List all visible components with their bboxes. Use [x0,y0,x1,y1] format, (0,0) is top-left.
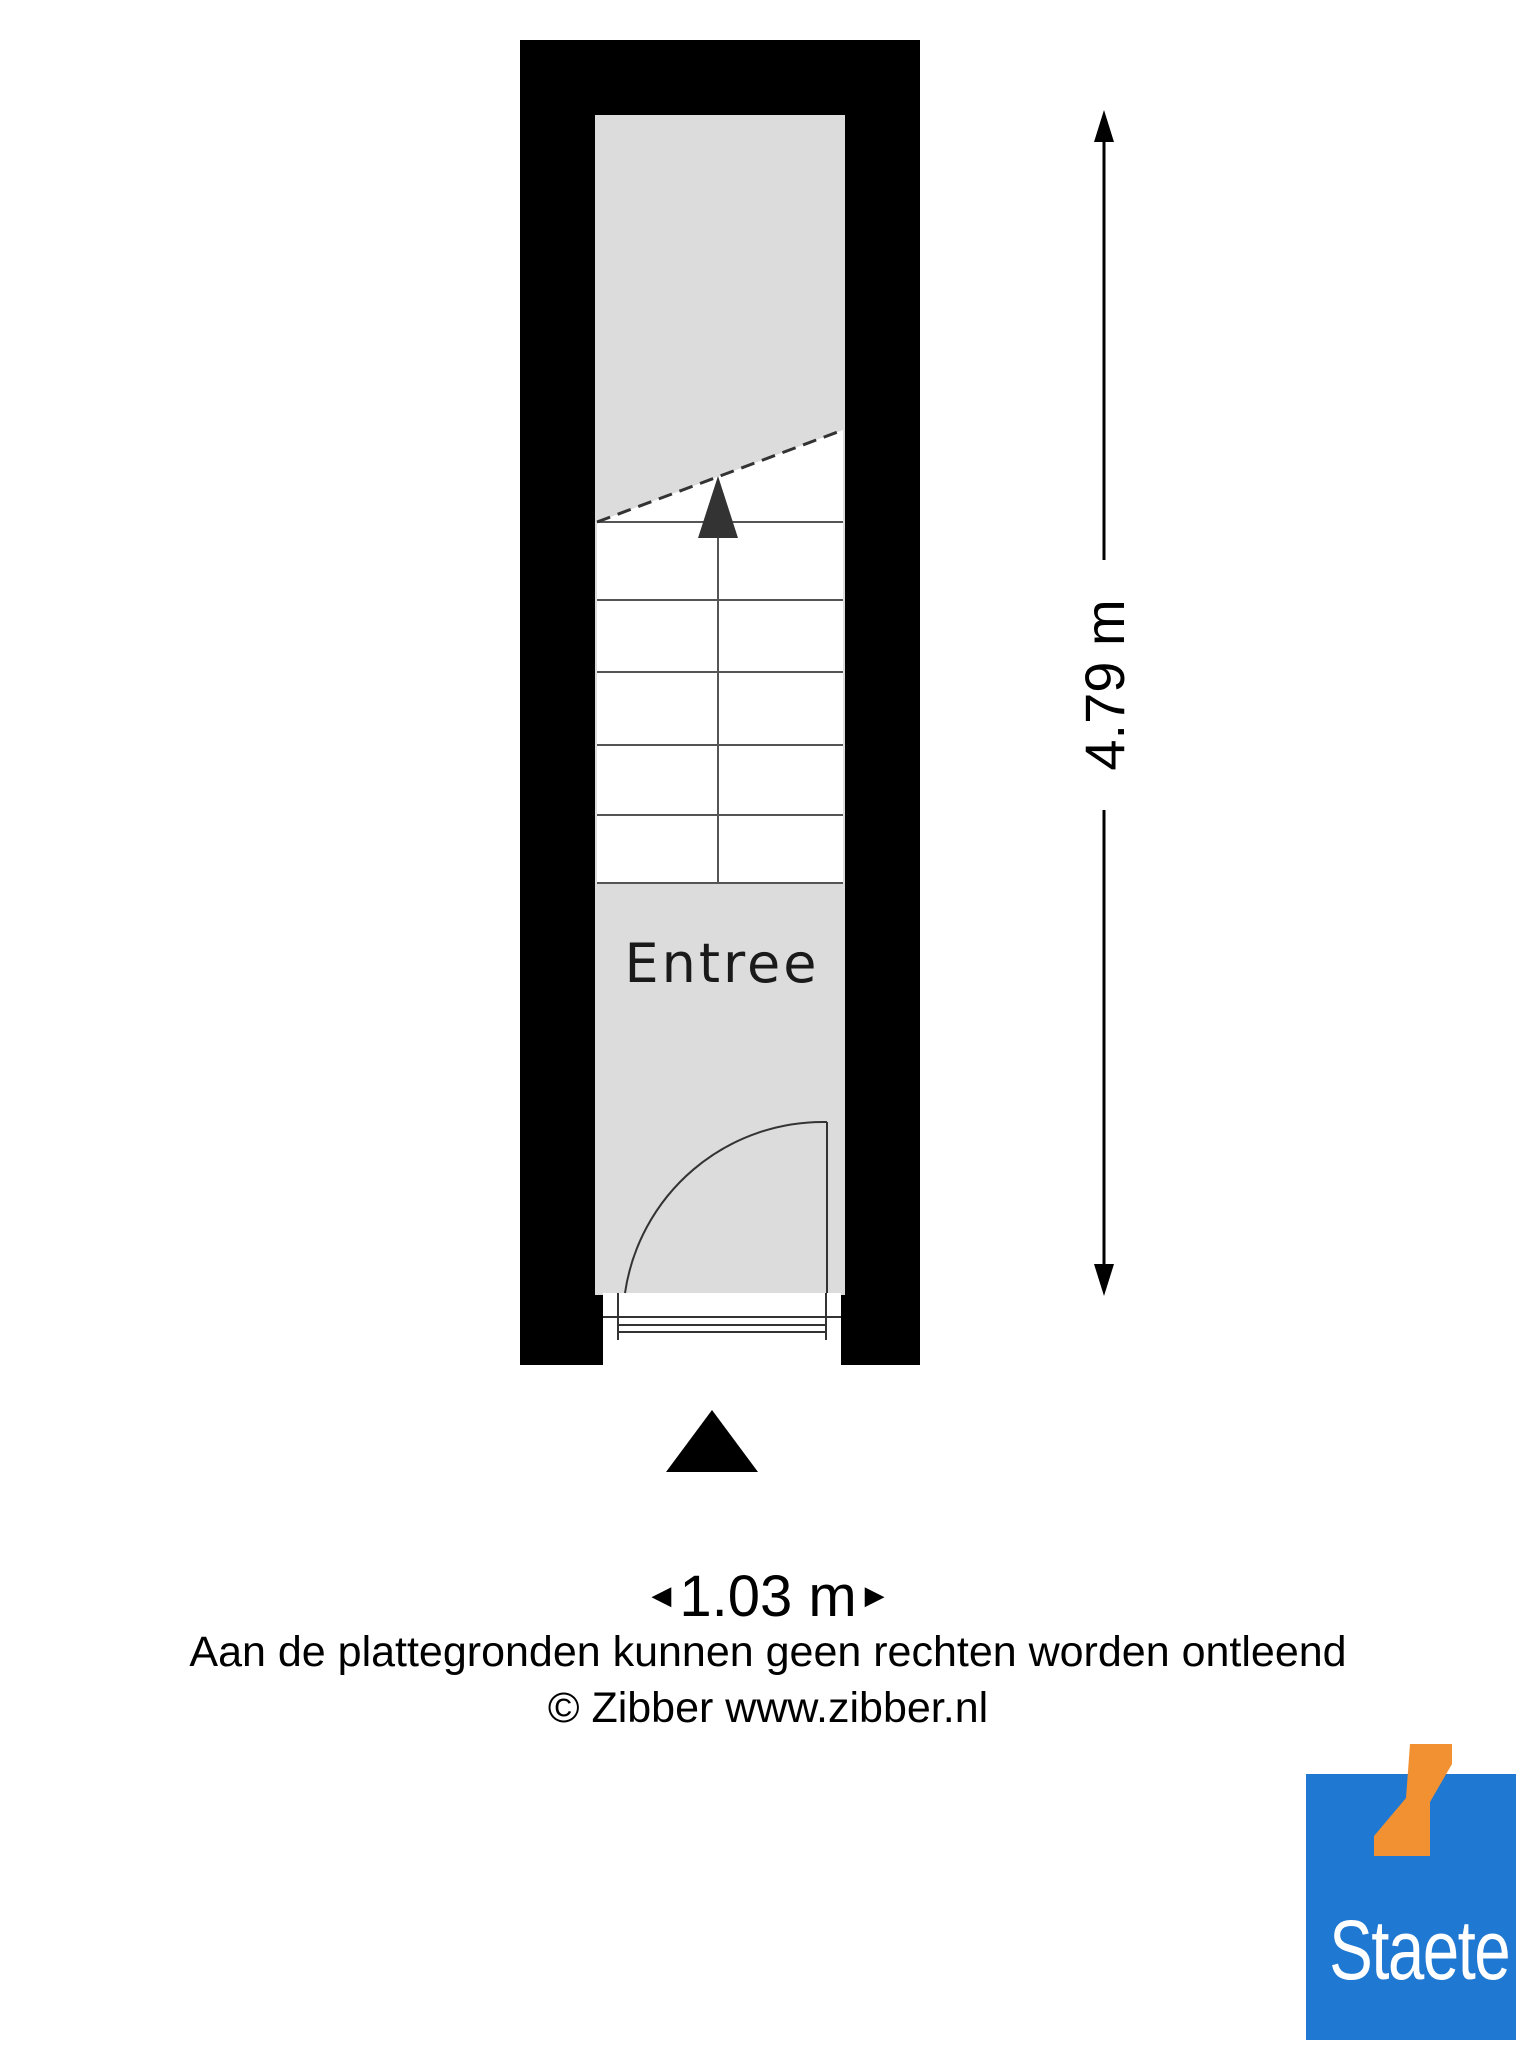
arrow-left-icon: ◀ [651,1579,672,1610]
width-dimension-label: 1.03 m [679,1564,857,1629]
arrow-right-icon: ▶ [864,1579,885,1610]
disclaimer-text: Aan de plattegronden kunnen geen rechten worden ontleend [189,1628,1347,1676]
logo-text: Staete [1329,1903,1510,1997]
height-dimension [1073,110,1136,1296]
staete-logo [1306,1744,1516,2040]
height-dimension-label: 4.79 m [1073,599,1136,771]
arrow-up-icon [1094,110,1114,142]
room-label: Entree [624,932,820,995]
entrance-triangle-icon [666,1410,758,1472]
credit-text: © Zibber www.zibber.nl [547,1684,989,1732]
arrow-down-icon [1094,1264,1114,1296]
door-opening [603,1293,841,1365]
